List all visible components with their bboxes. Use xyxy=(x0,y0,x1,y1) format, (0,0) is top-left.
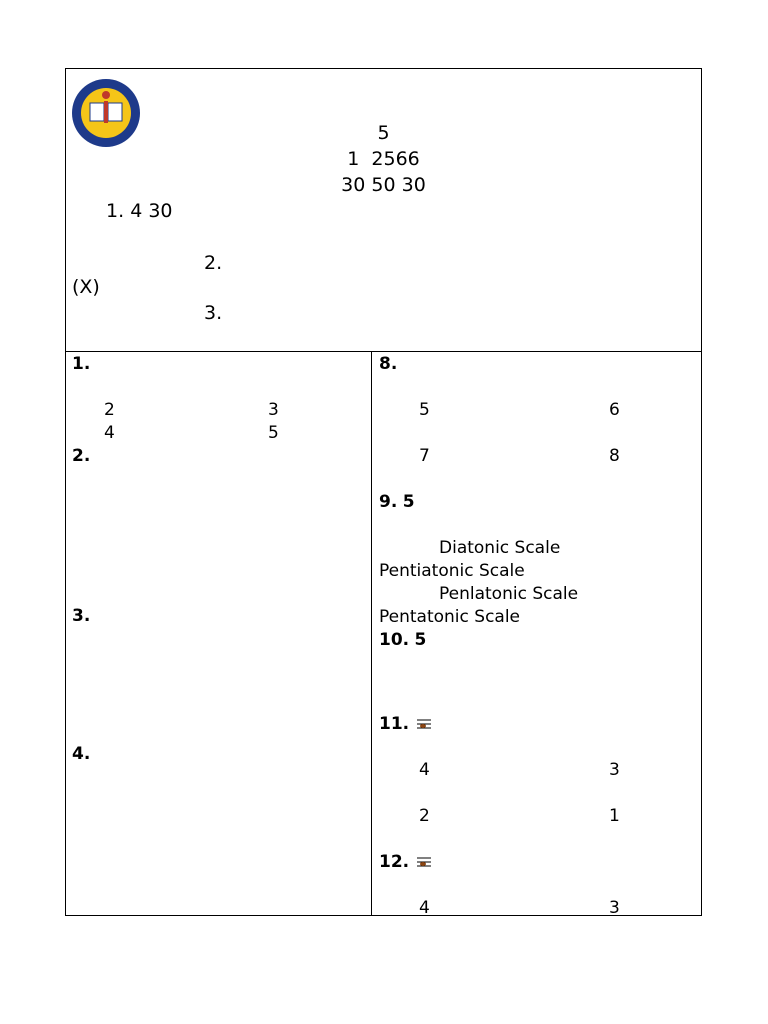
q8-option-d: 8 xyxy=(609,446,620,466)
grade-line: 5 xyxy=(377,122,390,144)
q1-option-a: 2 xyxy=(104,400,115,420)
time-line: 30 50 30 xyxy=(341,174,426,196)
question-9: 9. 5 xyxy=(379,492,415,512)
q11-option-c: 2 xyxy=(419,806,430,826)
question-4: 4. xyxy=(72,744,91,764)
music-staff-icon xyxy=(415,853,433,871)
q11-option-d: 1 xyxy=(609,806,620,826)
question-11: 11. xyxy=(379,713,433,736)
question-12: 12. xyxy=(379,851,433,874)
semester-line: 1 2566 xyxy=(347,148,420,170)
q1-option-b: 3 xyxy=(268,400,279,420)
question-1: 1. xyxy=(72,354,91,374)
exam-header xyxy=(66,69,701,352)
instruction-1: 1. 4 30 xyxy=(106,200,173,222)
q8-option-b: 6 xyxy=(609,400,620,420)
q1-option-c: 4 xyxy=(104,423,115,443)
q11-option-a: 4 xyxy=(419,760,430,780)
q9-option-c: Penlatonic Scale xyxy=(439,584,579,604)
question-3: 3. xyxy=(72,606,91,626)
q12-option-a: 4 xyxy=(419,898,430,918)
question-8: 8. xyxy=(379,354,398,374)
q11-option-b: 3 xyxy=(609,760,620,780)
q1-option-d: 5 xyxy=(268,423,279,443)
q9-option-d: Pentatonic Scale xyxy=(379,607,521,627)
column-divider xyxy=(371,351,372,916)
q9-option-b: Pentiatonic Scale xyxy=(379,561,525,581)
instruction-3: 3. xyxy=(204,302,223,324)
q9-option-a: Diatonic Scale xyxy=(439,538,561,558)
q8-option-c: 7 xyxy=(419,446,430,466)
q8-option-a: 5 xyxy=(419,400,430,420)
exam-sheet xyxy=(65,68,702,916)
music-staff-icon xyxy=(415,715,433,733)
instruction-2-mark: (X) xyxy=(72,276,100,298)
instruction-2: 2. xyxy=(204,252,223,274)
q12-option-b: 3 xyxy=(609,898,620,918)
question-10: 10. 5 xyxy=(379,630,427,650)
question-2: 2. xyxy=(72,446,91,466)
